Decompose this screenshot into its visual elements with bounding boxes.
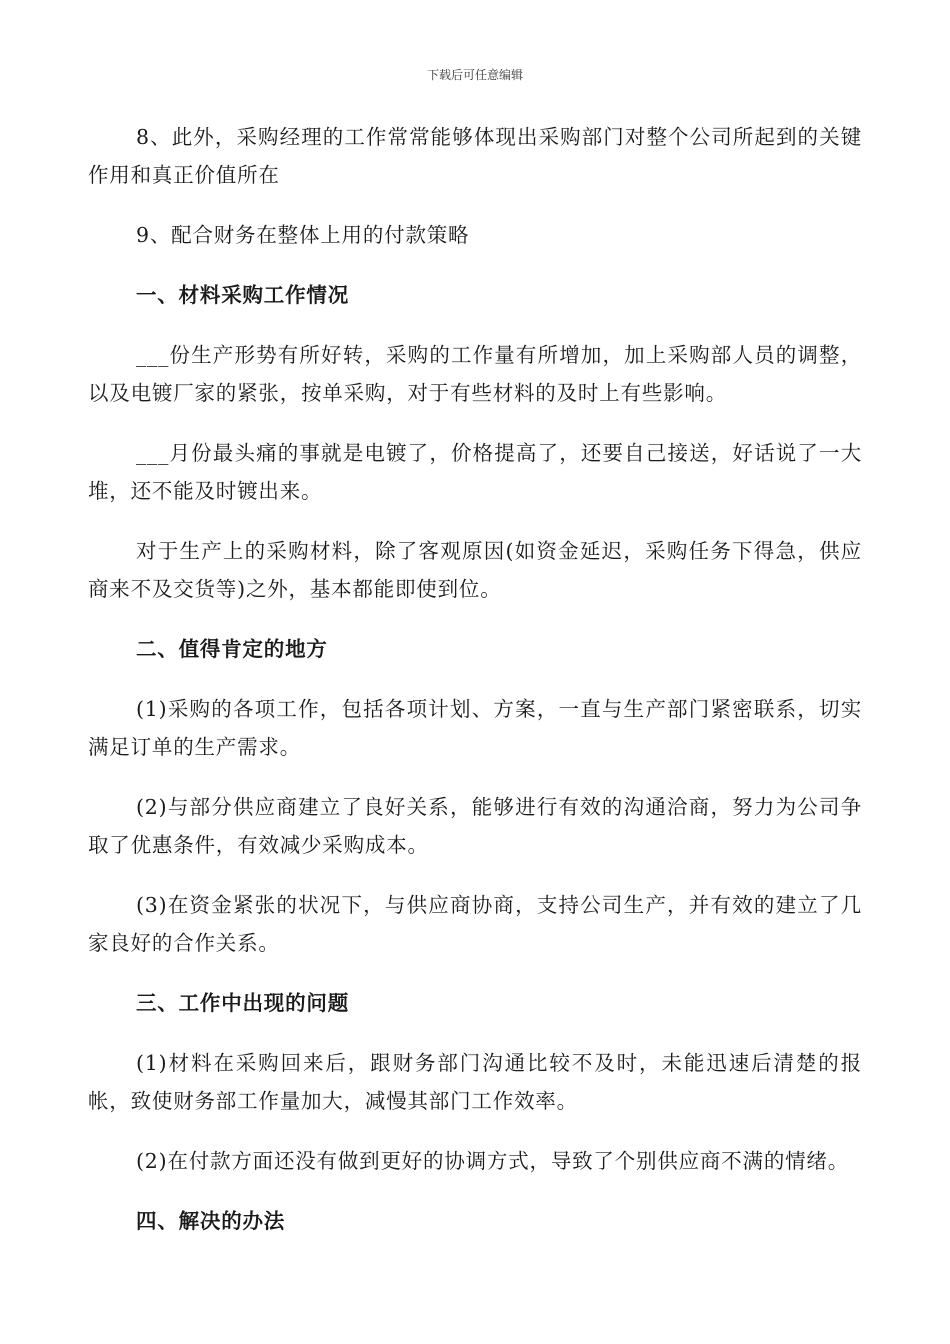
paragraph: ___月份最头痛的事就是电镀了，价格提高了，还要自己接送，好话说了一大堆，还不能及时镀出来。	[88, 441, 862, 503]
paragraph: (1)材料在采购回来后，跟财务部门沟通比较不及时，未能迅速后清楚的报帐，致使财务部工作量加大，减慢其部门工作效率。	[88, 1051, 862, 1113]
document-body	[88, 118, 862, 1240]
section-heading: 二、值得肯定的地方	[136, 637, 328, 661]
paragraph: (2)与部分供应商建立了良好关系，能够进行有效的沟通洽商，努力为公司争取了优惠条件，有效减少采购成本。	[88, 795, 862, 857]
paragraph: 9、配合财务在整体上用的付款策略	[136, 223, 470, 247]
page-header: 下载后可任意编辑	[426, 68, 523, 82]
section-heading: 四、解决的办法	[136, 1209, 286, 1233]
paragraph: ___份生产形势有所好转，采购的工作量有所增加，加上采购部人员的调整，以及电镀厂家的紧张，按单采购，对于有些材料的及时上有些影响。	[88, 343, 862, 405]
paragraph: 对于生产上的采购材料，除了客观原因(如资金延迟，采购任务下得急，供应商来不及交货等)之外，基本都能即使到位。	[88, 539, 862, 601]
section-heading: 一、材料采购工作情况	[136, 283, 349, 307]
paragraph: (3)在资金紧张的状况下，与供应商协商，支持公司生产，并有效的建立了几家良好的合作关系。	[88, 893, 862, 955]
paragraph: 8、此外，采购经理的工作常常能够体现出采购部门对整个公司所起到的关键作用和真正价值所在	[88, 125, 862, 187]
paragraph: (2)在付款方面还没有做到更好的协调方式，导致了个别供应商不满的情绪。	[136, 1149, 850, 1173]
section-heading: 三、工作中出现的问题	[136, 991, 349, 1015]
paragraph: (1)采购的各项工作，包括各项计划、方案，一直与生产部门紧密联系，切实满足订单的生产需求。	[88, 697, 862, 759]
